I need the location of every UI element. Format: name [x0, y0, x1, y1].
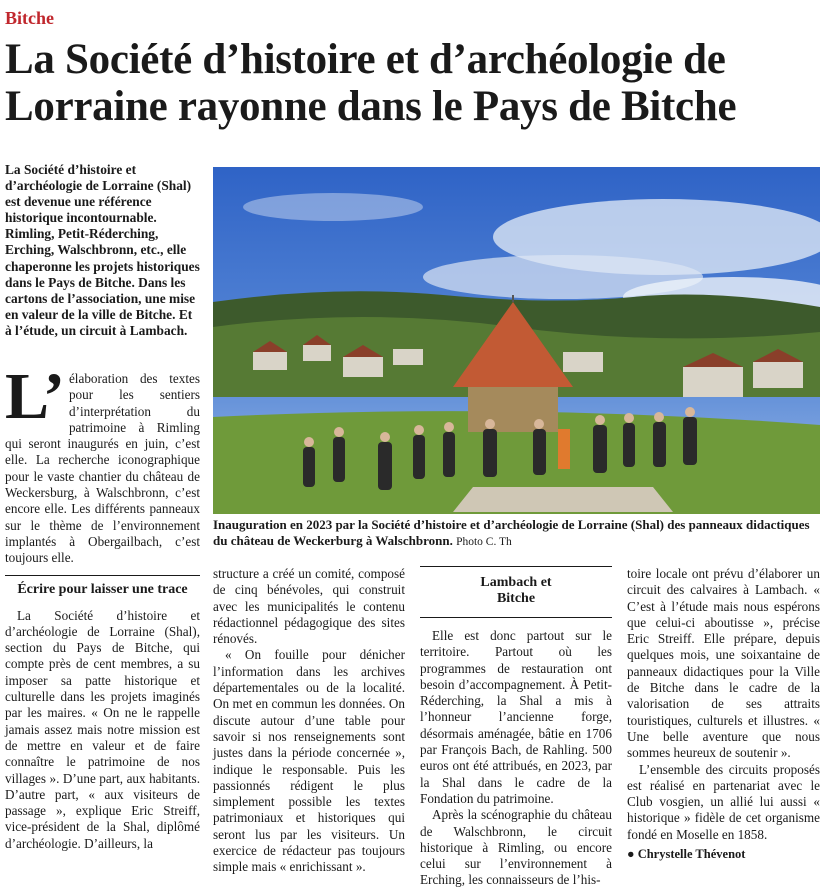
- column-4: [627, 566, 820, 862]
- headline: La Société d’histoire et d’archéologie de Lorraine rayonne dans le Pays de Bitche: [5, 36, 737, 130]
- article-photo: [213, 167, 820, 514]
- paragraph: La Société d’histoire et d’archéologie de Lorraine (Shal), section du Pays de Bitche, qui compte près de cent membres, a su imposer sa patte historique et culturelle dans les projets imaginés par les maires. « On ne le rappelle jamais assez mais notre mission est de mettre en valeur et de faire connaître le patrimoine de nos villages ». D’une part, aux habitants. D’autre part, « aux visiteurs de passage », explique Eric Streiff, vice-président de la Shal, diplômé d’archéologie. D’ailleurs, la: [5, 607, 200, 851]
- lead-paragraph: élaboration des textes pour les sentiers d’interprétation du patrimoine à Rimling qui seront inaugurés en juin, c’est elle. La recherche iconographique pour le vaste chantier du château de Weckersburg, à Walschbronn, c’est encore elle. Les différents panneaux sur le thème de l’environnement implantés à Obergailbach, c’est toujours elle.: [5, 371, 200, 566]
- column-2: [213, 566, 405, 876]
- chapo: La Société d’histoire et d’archéologie de Lorraine (Shal) est devenue une référence historique incontournable. Rimling, Petit-Réderching, Erching, Walschbronn, etc., elle chaperonne les projets historiques dans le Pays de Bitche. Dans les cartons de l’association, une mise en valeur de la ville de Bitche. Et à l’étude, un circuit à Lambach.: [5, 162, 200, 338]
- byline: ● Chrystelle Thévenot: [627, 847, 746, 862]
- photo-credit: Photo C. Th: [456, 536, 512, 548]
- paragraph: L’ensemble des circuits proposés est réalisé en partenariat avec le Club vosgien, un allié lui aussi « historique » fidèle de cet organisme fondé en Moselle en 1858.: [627, 761, 820, 842]
- kicker: Bitche: [5, 8, 54, 28]
- column-3: [420, 566, 612, 889]
- subhead-lambach: Lambach et Bitche: [420, 566, 612, 618]
- caption-text: Inauguration en 2023 par la Société d’histoire et d’archéologie de Lorraine (Shal) des panneaux didactiques du château de Weckerburg à Walschbronn.: [213, 517, 810, 548]
- photo-illustration: [213, 167, 820, 514]
- paragraph: structure a créé un comité, composé de cinq bénévoles, qui construit avec les municipalités le contenu rédactionnel pédagogique des sites rénovés.: [213, 566, 405, 647]
- column-1: [5, 360, 200, 852]
- subhead-ecrire: Écrire pour laisser une trace: [5, 575, 200, 598]
- paragraph: Après la scénographie du château de Walschbronn, le circuit historique à Rimling, ou encore celui sur l’environnement à Erching, les connaisseurs de l’his-: [420, 807, 612, 888]
- drop-cap: L’: [5, 360, 65, 433]
- photo-caption: [213, 517, 820, 550]
- paragraph: toire locale ont prévu d’élaborer un circuit des calvaires à Lambach. « C’est à l’étude mais nous espérons que celui-ci aboutisse », précise Eric Streiff. Elle prépare, depuis quelques mois, une soixantaine de panneaux didactiques pour la Ville de Bitche dans le cadre de la valorisation de ses attraits touristiques, culturels et illustres. « Une belle aventure que nous sommes heureux de soutenir ».: [627, 566, 820, 761]
- paragraph: Elle est donc partout sur le territoire. Partout où les programmes de restauration ont besoin d’accompagnement. À Petit-Réderching, la Shal a mis à l’honneur l’ancienne forge, désormais aménagée, bâtie en 1706 par François Bach, de Rahling. 500 euros ont été attribués, en 2023, par la Shal dans le cadre de la Fondation du patrimoine.: [420, 628, 612, 806]
- author-name: Chrystelle Thévenot: [637, 847, 746, 862]
- paragraph: « On fouille pour dénicher l’information dans les archives départementales ou de la localité. On met en commun les données. On discute autour d’une table pour savoir si nos renseignements sont justes dans la période concernée », indique le responsable. Puis les passionnés rédigent le plus simplement possible les textes patrimoniaux et historiques qui seront lus par les visiteurs. Un exercice de rédacteur pas toujours simple mais « enrichissant ».: [213, 647, 405, 875]
